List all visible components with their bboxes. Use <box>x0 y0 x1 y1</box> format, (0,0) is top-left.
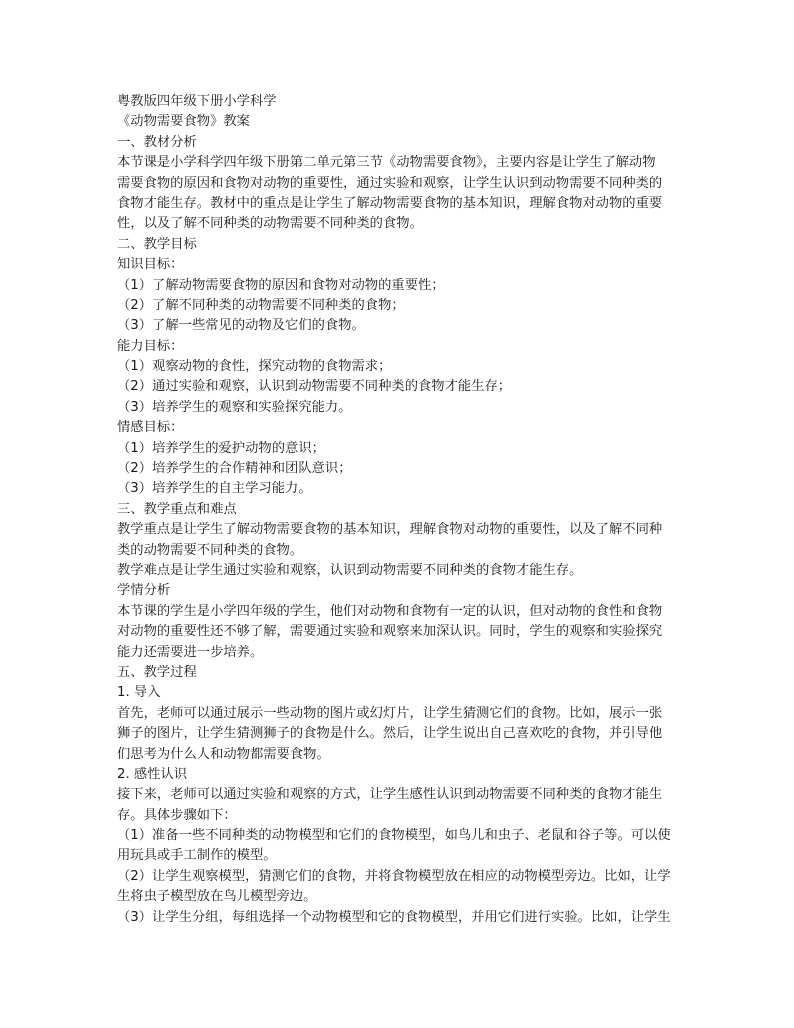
paragraph-line: 狮子的图片，让学生猜测狮子的食物是什么。然后，让学生说出自己喜欢吃的食物，并引导他 <box>117 726 663 742</box>
list-item: （1）培养学生的爱护动物的意识； <box>117 440 325 456</box>
section-heading: 三、教学重点和难点 <box>117 501 237 517</box>
paragraph-line: 能力还需要进一步培养。 <box>117 644 264 660</box>
paragraph-line: 存。具体步骤如下： <box>117 807 237 823</box>
doc-title: 粤教版四年级下册小学科学 <box>117 94 277 109</box>
list-item: 用玩具或手工制作的模型。 <box>117 848 277 864</box>
subheading: 能力目标： <box>117 338 184 354</box>
paragraph-line: 对动物的重要性还不够了解，需要通过实验和观察来加深认识。同时，学生的观察和实验探究 <box>117 624 663 640</box>
paragraph-line: 教学难点是让学生通过实验和观察，认识到动物需要不同种类的食物才能生存。 <box>117 562 583 578</box>
section-heading: 一、教材分析 <box>117 134 197 150</box>
list-item: （1）了解动物需要食物的原因和食物对动物的重要性； <box>117 277 445 293</box>
list-item: （2）培养学生的合作精神和团队意识； <box>117 461 352 477</box>
subheading: 知识目标： <box>117 257 184 273</box>
paragraph-line: 性，以及了解不同种类的动物需要不同种类的食物。 <box>117 216 423 232</box>
subheading: 1. 导入 <box>117 685 161 701</box>
paragraph-line: 首先，老师可以通过展示一些动物的图片或幻灯片，让学生猜测它们的食物。比如，展示一张 <box>117 705 663 721</box>
list-item: （1）准备一些不同种类的动物模型和它们的食物模型，如鸟儿和虫子、老鼠和谷子等。可以使 <box>117 828 671 844</box>
list-item: （3）让学生分组，每组选择一个动物模型和它的食物模型，并用它们进行实验。比如，让学生 <box>117 909 671 925</box>
paragraph-line: 接下来，老师可以通过实验和观察的方式，让学生感性认识到动物需要不同种类的食物才能生 <box>117 787 663 803</box>
doc-subtitle: 《动物需要食物》教案 <box>117 114 250 130</box>
list-item: （3）培养学生的观察和实验探究能力。 <box>117 399 352 415</box>
section-heading: 五、教学过程 <box>117 664 197 680</box>
paragraph-line: 本节课是小学科学四年级下册第二单元第三节《动物需要食物》，主要内容是让学生了解动物 <box>117 155 656 171</box>
paragraph-line: 教学重点是让学生了解动物需要食物的基本知识，理解食物对动物的重要性，以及了解不同种 <box>117 522 663 538</box>
paragraph-line: 需要食物的原因和食物对动物的重要性，通过实验和观察，让学生认识到动物需要不同种类的 <box>117 175 663 191</box>
list-item: 生将虫子模型放在鸟儿模型旁边。 <box>117 889 317 905</box>
list-item: （3）了解一些常见的动物及它们的食物。 <box>117 318 365 334</box>
paragraph-line: 本节课的学生是小学四年级的学生，他们对动物和食物有一定的认识，但对动物的食性和食物 <box>117 603 663 619</box>
document-page <box>117 92 679 928</box>
list-item: （2）了解不同种类的动物需要不同种类的食物； <box>117 297 405 313</box>
subheading: 2. 感性认识 <box>117 766 188 782</box>
subheading: 情感目标： <box>117 420 184 436</box>
paragraph-line: 类的动物需要不同种类的食物。 <box>117 542 304 558</box>
paragraph-line: 们思考为什么人和动物都需要食物。 <box>117 746 330 762</box>
paragraph-line: 食物才能生存。教材中的重点是让学生了解动物需要食物的基本知识，理解食物对动物的重要 <box>117 195 663 211</box>
list-item: （3）培养学生的自主学习能力。 <box>117 481 312 497</box>
list-item: （2）通过实验和观察，认识到动物需要不同种类的食物才能生存； <box>117 379 512 395</box>
section-heading: 学情分析 <box>117 583 171 599</box>
list-item: （1）观察动物的食性，探究动物的食物需求； <box>117 359 392 375</box>
list-item: （2）让学生观察模型，猜测它们的食物，并将食物模型放在相应的动物模型旁边。比如，让学 <box>117 868 671 884</box>
section-heading: 二、教学目标 <box>117 236 197 252</box>
